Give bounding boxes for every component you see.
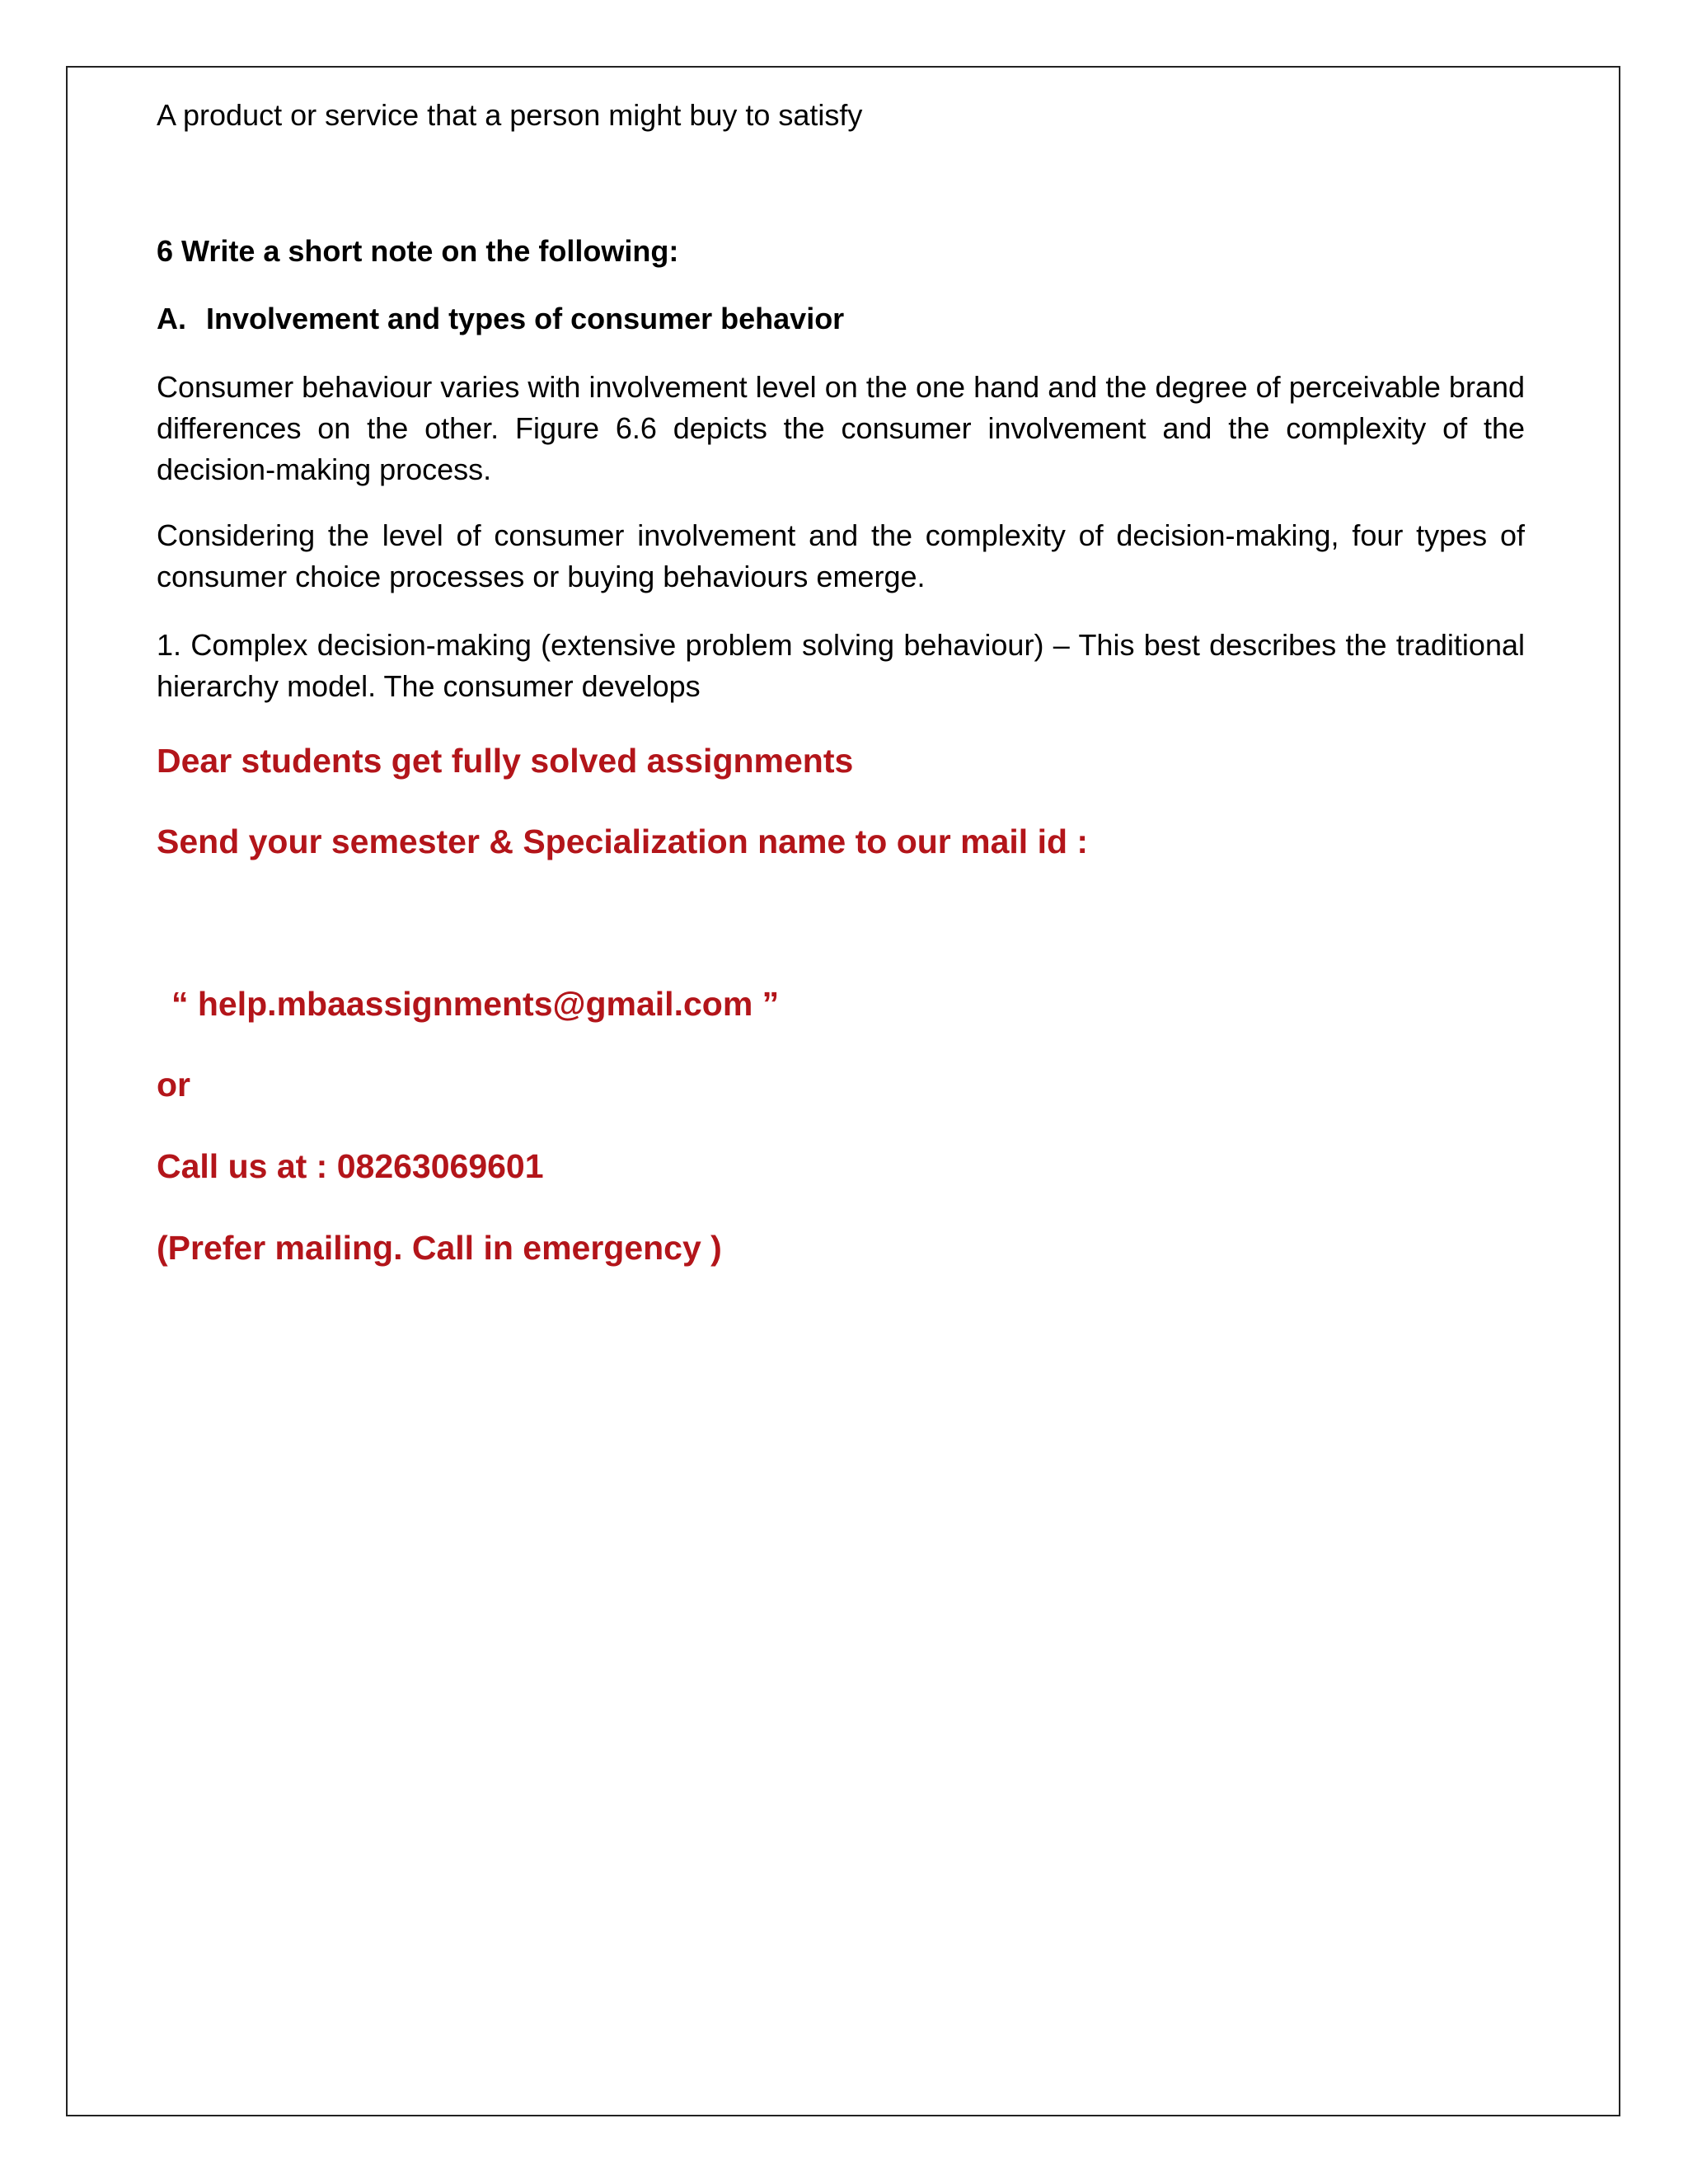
sub-heading-label: A. bbox=[157, 302, 186, 335]
question-heading: 6 Write a short note on the following: bbox=[157, 234, 679, 268]
intro-line: A product or service that a person might buy to satisfy bbox=[157, 98, 863, 132]
paragraph-3: 1. Complex decision-making (extensive problem solving behaviour) – This best describes the traditional hierarchy model. The consumer develops bbox=[157, 628, 1525, 703]
promo-line-1: Dear students get fully solved assignments bbox=[157, 742, 854, 780]
promo-or: or bbox=[157, 1066, 190, 1104]
promo-note: (Prefer mailing. Call in emergency ) bbox=[157, 1229, 722, 1267]
paragraph-2: Considering the level of consumer involvement and the complexity of decision-making, four types of consumer choice processes or buying behaviours emerge. bbox=[157, 518, 1525, 593]
promo-line-2: Send your semester & Specialization name to our mail id : bbox=[157, 823, 1089, 860]
promo-call: Call us at : 08263069601 bbox=[157, 1147, 544, 1185]
sub-heading-text: Involvement and types of consumer behavior bbox=[206, 302, 845, 335]
paragraph-1: Consumer behaviour varies with involvement level on the one hand and the degree of perceivable brand differences on the other. Figure 6.6 depicts the consumer involvement and the complexity of the decision-making process. bbox=[157, 370, 1525, 486]
sub-heading bbox=[157, 298, 844, 340]
promo-email: “ help.mbaassignments@gmail.com ” bbox=[171, 985, 780, 1023]
